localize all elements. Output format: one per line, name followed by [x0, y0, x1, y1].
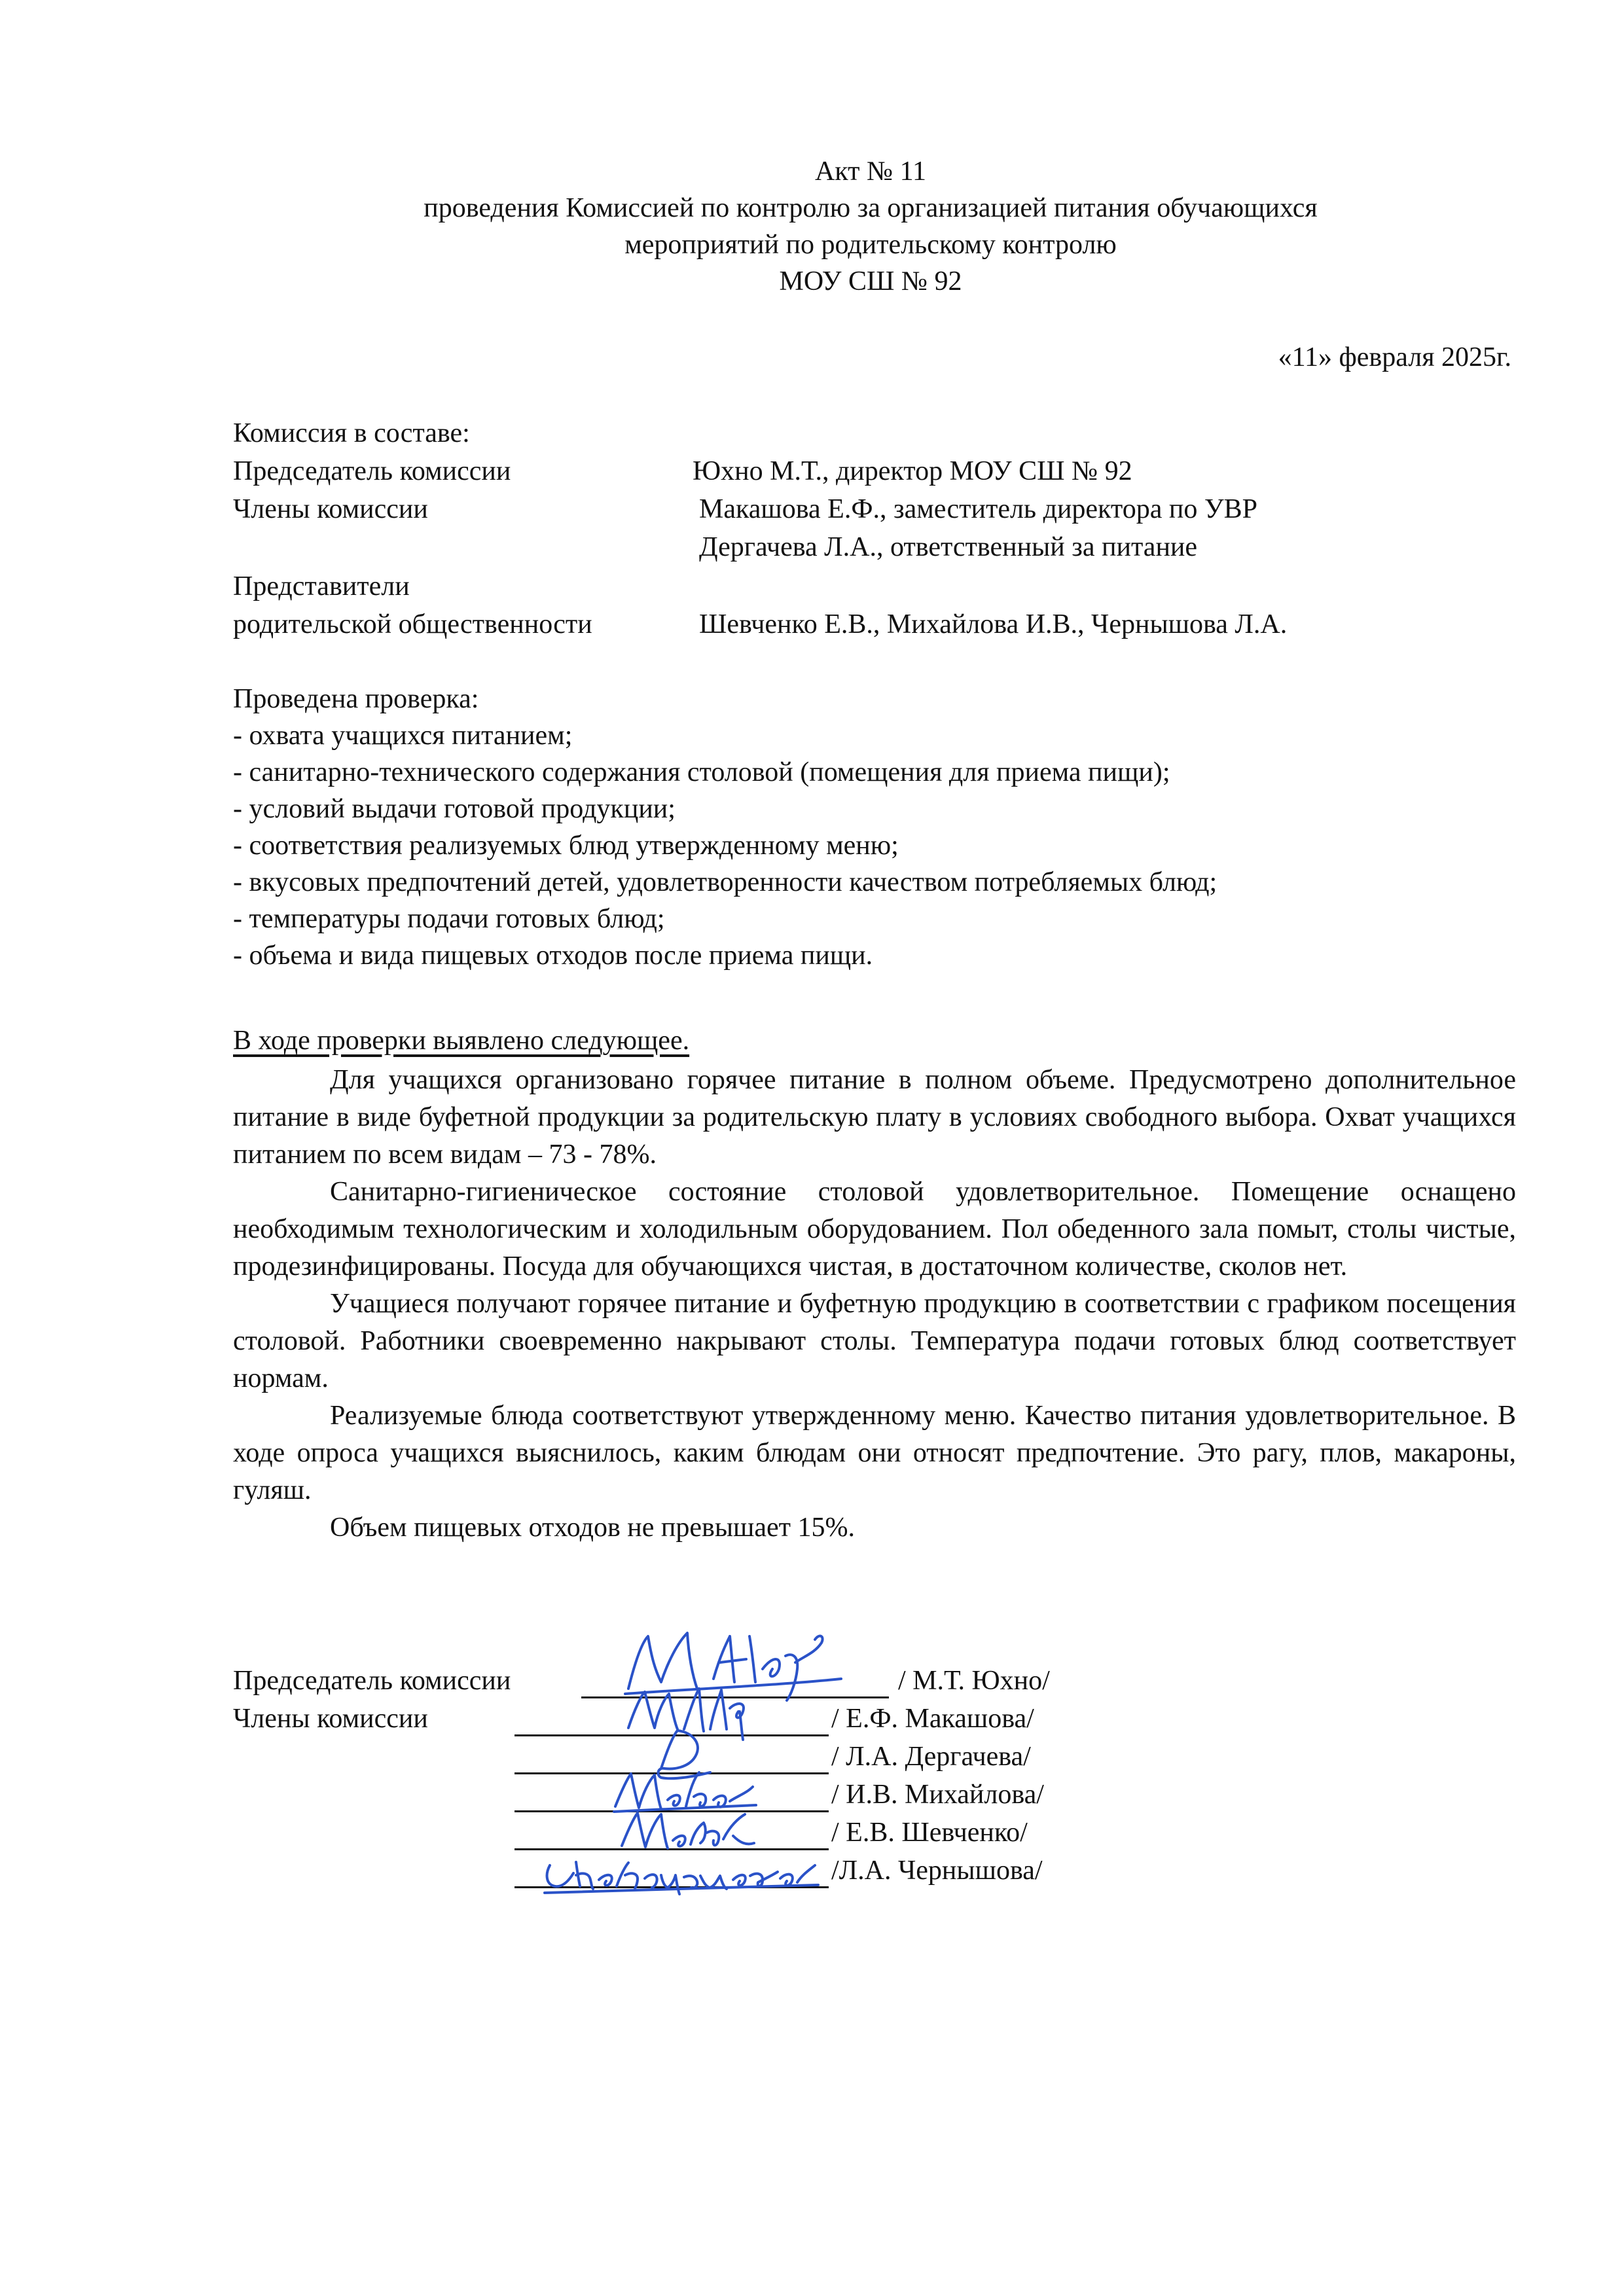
sig-name-member: / Л.А. Дергачева/: [831, 1742, 1031, 1772]
handwritten-signature-member: [537, 1839, 825, 1898]
title-block: [0, 153, 1624, 300]
sig-name-member: / Е.Ф. Макашова/: [831, 1704, 1034, 1734]
sig-name-member: /Л.А. Чернышова/: [831, 1856, 1043, 1886]
member-2: Дергачева Л.А., ответственный за питание: [699, 532, 1198, 562]
checks-heading: Проведена проверка:: [233, 684, 479, 714]
act-subtitle-line-2: мероприятий по родительскому контролю: [624, 230, 1117, 260]
check-item: - вкусовых предпочтений детей, удовлетворенности качеством потребляемых блюд;: [233, 867, 1218, 897]
sig-members-label: Члены комиссии: [233, 1704, 428, 1734]
findings-paragraph: Реализуемые блюда соответствуют утвержденному меню. Качество питания удовлетворительное. В ходе опроса учащихся выяснилось, каким блюдам они относят предпочтение. Это рагу, плов, макароны, гуляш.: [233, 1401, 1516, 1505]
sig-name-chair: / М.Т. Юхно/: [898, 1666, 1050, 1696]
findings-paragraph: Учащиеся получают горячее питание и буфетную продукцию в соответствии с графиком посещения столовой. Работники своевременно накрывают столы. Температура подачи готовых блюд соответствует нормам.: [233, 1289, 1516, 1393]
reps-label-1: Представители: [233, 571, 410, 601]
findings-body: [233, 1062, 1516, 1547]
sig-chair-label: Председатель комиссии: [233, 1666, 511, 1696]
check-item: - охвата учащихся питанием;: [233, 721, 573, 751]
act-number: Акт № 11: [814, 156, 927, 187]
sig-name-member: / И.В. Михайлова/: [831, 1780, 1044, 1810]
school-name: МОУ СШ № 92: [779, 266, 962, 296]
findings-heading: В ходе проверки выявлено следующее.: [233, 1026, 690, 1056]
chair-value: Юхно М.Т., директор МОУ СШ № 92: [693, 456, 1132, 486]
check-item: - соответствия реализуемых блюд утвержденному меню;: [233, 831, 899, 861]
members-label: Члены комиссии: [233, 494, 428, 524]
findings-paragraph: Для учащихся организовано горячее питание в полном объеме. Предусмотрено дополнительное питание в виде буфетной продукции за родительскую плату в условиях свободного выбора. Охват учащихся питанием по всем видам – 73 - 78%.: [233, 1065, 1516, 1170]
act-subtitle-line-1: проведения Комиссией по контролю за организацией питания обучающихся: [424, 193, 1318, 223]
sig-name-member: / Е.В. Шевченко/: [831, 1818, 1028, 1848]
reps-value: Шевченко Е.В., Михайлова И.В., Чернышова Л.А.: [699, 609, 1288, 639]
check-item: - объема и вида пищевых отходов после приема пищи.: [233, 941, 873, 971]
chair-label: Председатель комиссии: [233, 456, 511, 486]
findings-paragraph: Санитарно-гигиеническое состояние столовой удовлетворительное. Помещение оснащено необходимым технологическим и холодильным оборудованием. Пол обеденного зала помыт, столы чистые, продезинфицированы. Посуда для обучающихся чистая, в достаточном количестве, сколов нет.: [233, 1177, 1516, 1282]
commission-heading: Комиссия в составе:: [233, 418, 470, 448]
check-item: - температуры подачи готовых блюд;: [233, 904, 665, 934]
reps-label-2: родительской общественности: [233, 609, 592, 639]
findings-paragraph: Объем пищевых отходов не превышает 15%.: [330, 1513, 856, 1543]
check-item: - условий выдачи готовой продукции;: [233, 794, 676, 824]
check-item: - санитарно-технического содержания столовой (помещения для приема пищи);: [233, 757, 1170, 787]
act-date: «11» февраля 2025г.: [1278, 342, 1511, 372]
checks-list: [233, 681, 1217, 974]
member-1: Макашова Е.Ф., заместитель директора по УВР: [699, 494, 1257, 524]
